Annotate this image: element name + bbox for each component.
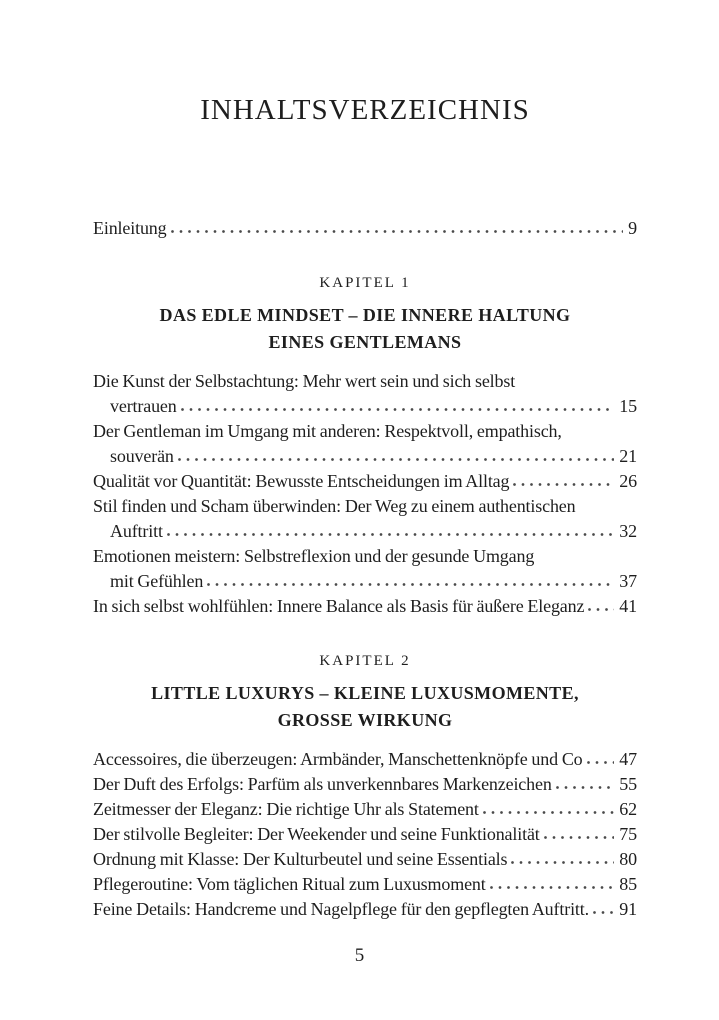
toc-entry-text: Qualität vor Quantität: Bewusste Entscheidungen im Alltag: [93, 471, 510, 491]
dot-leader: [207, 582, 614, 587]
toc-page-number: 47: [619, 749, 637, 769]
dot-leader: [171, 229, 624, 234]
chapter-title-line: EINES GENTLEMANS: [268, 332, 462, 352]
toc-page-number: 75: [619, 824, 637, 844]
toc-entry-line: [93, 369, 637, 394]
toc-entry-text: Einleitung: [93, 218, 167, 238]
dot-leader: [556, 785, 615, 790]
chapter-kicker: KAPITEL 2: [319, 653, 411, 669]
toc-intro-section: [93, 216, 637, 241]
toc-entry-text: Accessoires, die überzeugen: Armbänder, Manschettenknöpfe und Co: [93, 749, 583, 769]
dot-leader: [513, 482, 614, 487]
toc-entry-line: [93, 747, 637, 772]
toc-entry: [93, 544, 637, 594]
toc-entry: [93, 419, 637, 469]
toc-entry-line: [93, 569, 637, 594]
toc-page-number: 62: [619, 799, 637, 819]
chapter-title-line: LITTLE LUXURYS – KLEINE LUXUSMOMENTE,: [151, 683, 579, 703]
chapter-kicker: KAPITEL 1: [319, 275, 411, 291]
toc-entry: [93, 594, 637, 619]
toc-page-number: 91: [619, 899, 637, 919]
toc-page-number: 41: [619, 596, 637, 616]
toc-entry: [93, 216, 637, 241]
dot-leader: [181, 407, 615, 412]
toc-chapter: [93, 651, 637, 922]
toc-entry-line: [93, 544, 637, 569]
toc-entry-text: In sich selbst wohlfühlen: Innere Balance als Basis für äußere Eleganz: [93, 596, 585, 616]
toc-entry-line: [93, 594, 637, 619]
toc-chapter: [93, 273, 637, 619]
toc-entry: [93, 847, 637, 872]
toc-entry-text: souverän: [110, 446, 174, 466]
toc-page-number: 9: [628, 218, 637, 238]
toc-entry-line: [93, 444, 637, 469]
toc-entry-text: Pflegeroutine: Vom täglichen Ritual zum Luxusmoment: [93, 874, 486, 894]
toc-entry-line: [93, 494, 637, 519]
toc-page-number: 15: [619, 396, 637, 416]
toc-entry-text: Ordnung mit Klasse: Der Kulturbeutel und seine Essentials: [93, 849, 508, 869]
dot-leader: [588, 607, 614, 612]
toc-page-number: 85: [619, 874, 637, 894]
toc-entry: [93, 822, 637, 847]
toc-page-number: 55: [619, 774, 637, 794]
toc-entry-text: Der stilvolle Begleiter: Der Weekender und seine Funktionalität: [93, 824, 540, 844]
toc-page-number: 32: [619, 521, 637, 541]
toc-entry-text: Der Duft des Erfolgs: Parfüm als unverkennbares Markenzeichen: [93, 774, 552, 794]
toc-entry: [93, 469, 637, 494]
page-number: 5: [354, 945, 365, 966]
toc-entry-text: Stil finden und Scham überwinden: Der Weg zu einem authentischen: [93, 496, 576, 516]
toc-entry-line: [93, 847, 637, 872]
dot-leader: [167, 532, 615, 537]
toc-page-number: 21: [619, 446, 637, 466]
chapter-title: [93, 680, 637, 734]
toc-entry-text: Die Kunst der Selbstachtung: Mehr wert sein und sich selbst: [93, 371, 516, 391]
toc-entry-line: [93, 822, 637, 847]
toc-entry-line: [93, 519, 637, 544]
toc-entry-line: [93, 469, 637, 494]
chapter-entries: [93, 747, 637, 922]
toc-entry-text: Der Gentleman im Umgang mit anderen: Respektvoll, empathisch,: [93, 421, 562, 441]
toc-entry-text: Zeitmesser der Eleganz: Die richtige Uhr als Statement: [93, 799, 479, 819]
toc-entry: [93, 369, 637, 419]
chapter-title: [93, 302, 637, 356]
toc-entry: [93, 797, 637, 822]
toc-entry-text: mit Gefühlen: [110, 571, 204, 591]
dot-leader: [483, 810, 615, 815]
toc-entry-line: [93, 872, 637, 897]
toc-entry: [93, 872, 637, 897]
toc-page-number: 37: [619, 571, 637, 591]
toc-entry-line: [93, 797, 637, 822]
toc-entry: [93, 747, 637, 772]
toc-entry: [93, 772, 637, 797]
dot-leader: [511, 860, 614, 865]
dot-leader: [593, 910, 614, 915]
chapter-title-line: GROSSE WIRKUNG: [277, 710, 453, 730]
toc-entry: [93, 494, 637, 544]
dot-leader: [544, 835, 615, 840]
chapter-title-line: DAS EDLE MINDSET – DIE INNERE HALTUNG: [159, 305, 571, 325]
toc-chapters: [93, 273, 637, 922]
toc-page-number: 26: [619, 471, 637, 491]
page-title: INHALTSVERZEICHNIS: [200, 94, 530, 126]
toc-entry-text: Feine Details: Handcreme und Nagelpflege für den gepflegten Auftritt.: [93, 899, 589, 919]
toc-entry-line: [93, 897, 637, 922]
toc-entry: [93, 897, 637, 922]
dot-leader: [178, 457, 615, 462]
toc-entry-line: [93, 419, 637, 444]
toc-entry-line: [93, 394, 637, 419]
toc-entry-text: Emotionen meistern: Selbstreflexion und der gesunde Umgang: [93, 546, 535, 566]
toc-content: [93, 0, 637, 922]
toc-entry-line: [93, 772, 637, 797]
toc-entry-line: [93, 216, 637, 241]
toc-entry-text: Auftritt: [110, 521, 163, 541]
chapter-entries: [93, 369, 637, 619]
dot-leader: [587, 760, 615, 765]
toc-entry-text: vertrauen: [110, 396, 177, 416]
toc-page-number: 80: [619, 849, 637, 869]
dot-leader: [490, 885, 615, 890]
